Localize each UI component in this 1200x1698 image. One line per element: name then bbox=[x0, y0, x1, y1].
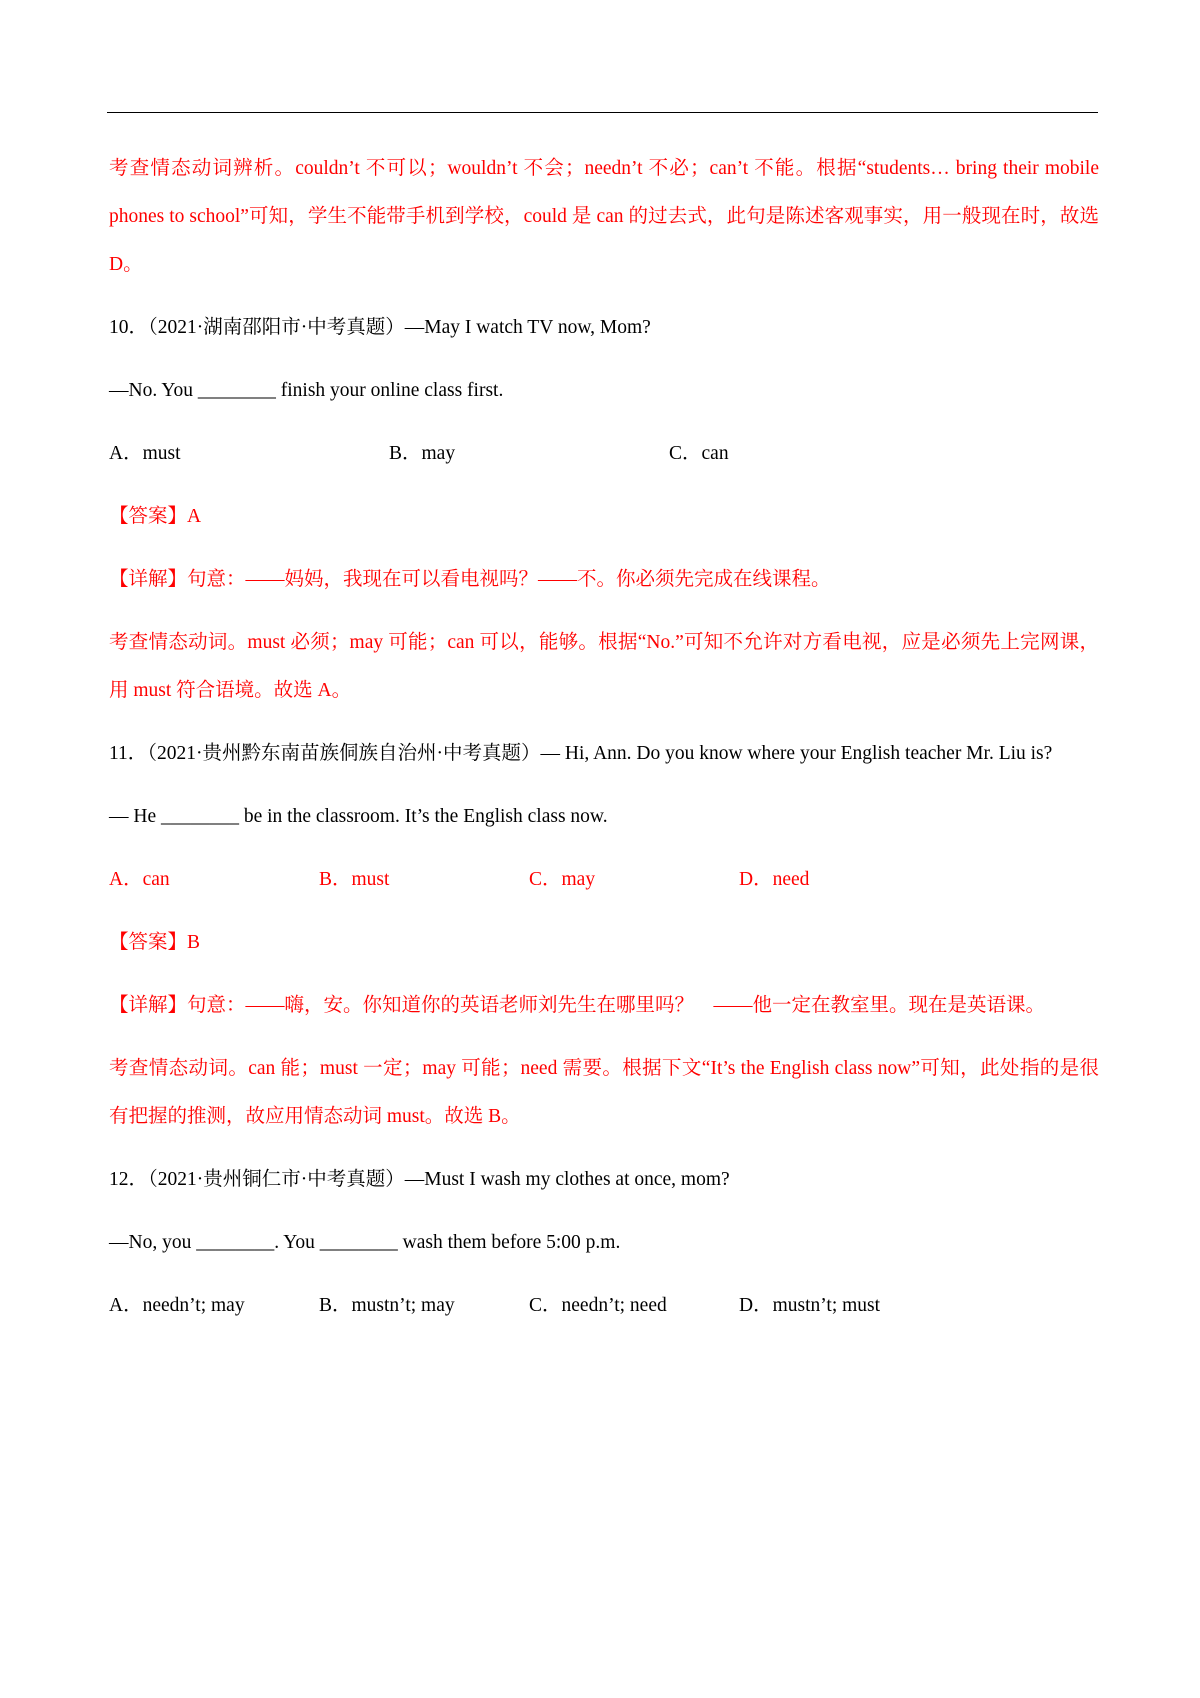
q12-stem: 12．（2021·贵州铜仁市·中考真题）—Must I wash my clothes at once, mom? bbox=[109, 1169, 730, 1190]
q11-stem: 11．（2021·贵州黔东南苗族侗族自治州·中考真题）— Hi, Ann. Do you know where your English teacher Mr. Liu is? bbox=[109, 743, 1053, 764]
q10-option-b: B．may bbox=[389, 443, 456, 464]
q10-stem: 10．（2021·湖南邵阳市·中考真题）—May I watch TV now, Mom? bbox=[109, 317, 651, 338]
page-content bbox=[109, 145, 1099, 1345]
q11-answer: 【答案】B bbox=[109, 932, 201, 953]
q10-analysis: 考查情态动词。must 必须；may 可能；can 可以，能够。根据“No.”可知不允许对方看电视，应是必须先上完网课，用 must 符合语境。故选 A。 bbox=[109, 632, 1099, 701]
q10-option-a: A．must bbox=[109, 443, 181, 464]
q11-answer-line: — He ________ be in the classroom. It’s the English class now. bbox=[109, 806, 608, 827]
q9-analysis: 考查情态动词辨析。couldn’t 不可以；wouldn’t 不会；needn’t 不必；can’t 不能。根据“students… bring their mobile phones to school”可知，学生不能带手机到学校，could 是 can 的过去式，此句是陈述客观事实，用一般现在时，故选 D。 bbox=[109, 158, 1099, 275]
q10-answer-line: —No. You ________ finish your online class first. bbox=[109, 380, 504, 401]
q11-option-d: D．need bbox=[739, 869, 810, 890]
q12-option-c: C．needn’t; need bbox=[529, 1295, 667, 1316]
q12-option-a: A．needn’t; may bbox=[109, 1295, 245, 1316]
q12-answer-line: —No, you ________. You ________ wash them before 5:00 p.m. bbox=[109, 1232, 621, 1253]
q11-options bbox=[109, 856, 1099, 904]
q11-option-a: A．can bbox=[109, 869, 170, 890]
q12-option-d: D．mustn’t; must bbox=[739, 1295, 881, 1316]
q12-options bbox=[109, 1282, 1099, 1330]
header-rule bbox=[107, 112, 1098, 113]
q12-option-b: B．mustn’t; may bbox=[319, 1295, 455, 1316]
q11-option-c: C．may bbox=[529, 869, 596, 890]
q10-option-c: C．can bbox=[669, 443, 729, 464]
q10-answer: 【答案】A bbox=[109, 506, 202, 527]
q10-detail: 【详解】句意：——妈妈，我现在可以看电视吗？——不。你必须先完成在线课程。 bbox=[109, 569, 831, 590]
q11-analysis: 考查情态动词。can 能；must 一定；may 可能；need 需要。根据下文“It’s the English class now”可知，此处指的是很有把握的推测，故应用情态动词 must。故选 B。 bbox=[109, 1058, 1099, 1127]
q11-option-b: B．must bbox=[319, 869, 390, 890]
q10-options bbox=[109, 430, 1099, 478]
q11-detail: 【详解】句意：——嗨，安。你知道你的英语老师刘先生在哪里吗？ ——他一定在教室里。现在是英语课。 bbox=[109, 995, 1046, 1016]
